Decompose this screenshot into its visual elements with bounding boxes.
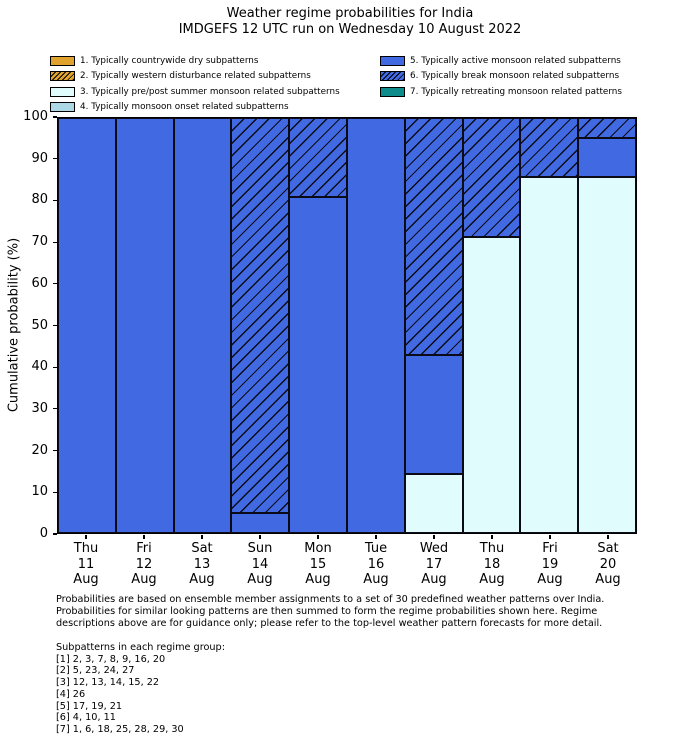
bar-fri-19-aug [520, 118, 578, 533]
legend-swatch-icon [50, 102, 75, 112]
y-tick-label: 100 [23, 109, 48, 124]
legend-column-left [50, 56, 380, 117]
bar-thu-11-aug [58, 118, 116, 533]
y-tick-label: 80 [31, 192, 48, 208]
y-tick-label: 70 [31, 234, 48, 250]
y-tick-label: 10 [31, 484, 48, 500]
legend-column-right [380, 56, 700, 117]
y-tick-label: 90 [31, 150, 48, 166]
x-tick-mark [143, 535, 144, 539]
legend [50, 56, 700, 117]
legend-swatch-icon [380, 56, 405, 66]
bar-segment-regime-6 [520, 118, 578, 177]
subpattern-group: [6] 4, 10, 11 [56, 712, 116, 724]
bar-segment-regime-6 [578, 118, 636, 138]
x-tick-label: Fri 12 Aug [131, 541, 157, 587]
bar-segment-regime-6 [231, 118, 289, 513]
x-tick-mark [259, 535, 260, 539]
bar-segment-regime-5 [174, 118, 232, 533]
subpatterns-header: Subpatterns in each regime group: [56, 642, 225, 653]
subpattern-group: [7] 1, 6, 18, 25, 28, 29, 30 [56, 723, 184, 735]
x-axis [57, 535, 637, 591]
bar-segment-regime-5 [405, 355, 463, 474]
bar-tue-16-aug [347, 118, 405, 533]
bar-mon-15-aug [289, 118, 347, 533]
legend-label: 5. Typically active monsoon related subpatterns [410, 56, 621, 66]
legend-item-regime-3 [50, 87, 380, 97]
y-tick-label: 40 [31, 359, 48, 375]
legend-swatch-icon [380, 87, 405, 97]
footer-line: Probabilities for similar looking patterns are then summed to form the regime probabilities shown here. Regime [56, 606, 598, 618]
y-tick-label: 50 [31, 317, 48, 333]
plot-area [57, 117, 637, 534]
x-tick-mark [201, 535, 202, 539]
x-tick-label: Sat 13 Aug [189, 541, 215, 587]
x-tick-label: Thu 18 Aug [479, 541, 505, 587]
legend-item-regime-4 [50, 102, 380, 112]
bar-sat-20-aug [578, 118, 636, 533]
subpattern-group: [4] 26 [56, 688, 86, 700]
legend-swatch-icon [50, 56, 75, 66]
y-tick-label: 30 [31, 400, 48, 416]
y-tick-label: 60 [31, 275, 48, 291]
chart-subtitle: IMDGEFS 12 UTC run on Wednesday 10 August 2022 [178, 22, 522, 37]
bar-segment-regime-6 [289, 118, 347, 197]
footer-line: Probabilities are based on ensemble member assignments to a set of 30 predefined weather patterns over India. [56, 594, 605, 605]
subpattern-group: [2] 5, 23, 24, 27 [56, 665, 135, 677]
bar-thu-18-aug [463, 118, 521, 533]
legend-swatch-icon [50, 87, 75, 97]
bar-segment-regime-3 [405, 474, 463, 533]
legend-item-regime-1 [50, 56, 380, 66]
x-tick-label: Sun 14 Aug [247, 541, 273, 587]
bar-segment-regime-5 [58, 118, 116, 533]
y-tick-label: 20 [31, 442, 48, 458]
x-tick-label: Wed 17 Aug [419, 541, 449, 587]
subpatterns-list [56, 642, 225, 736]
legend-label: 7. Typically retreating monsoon related patterns [410, 86, 622, 97]
y-tick-label: 0 [39, 526, 48, 541]
bar-segment-regime-3 [520, 177, 578, 533]
legend-item-regime-6 [380, 71, 700, 81]
legend-label: 4. Typically monsoon onset related subpatterns [80, 101, 289, 112]
legend-item-regime-7 [380, 87, 700, 97]
x-tick-mark [607, 535, 608, 539]
x-tick-mark [433, 535, 434, 539]
x-tick-mark [85, 535, 86, 539]
legend-swatch-icon [380, 71, 405, 81]
legend-label: 3. Typically pre/post summer monsoon related subpatterns [80, 86, 340, 97]
bar-segment-regime-3 [578, 177, 636, 533]
y-axis [0, 109, 57, 541]
x-tick-mark [375, 535, 376, 539]
bar-segment-regime-5 [289, 197, 347, 533]
subpattern-group: [5] 17, 19, 21 [56, 700, 123, 712]
bar-segment-regime-3 [463, 237, 521, 533]
legend-item-regime-2 [50, 71, 380, 81]
bar-segment-regime-5 [578, 138, 636, 177]
x-tick-label: Fri 19 Aug [537, 541, 563, 587]
footer-note [56, 594, 604, 631]
x-tick-label: Mon 15 Aug [304, 541, 332, 587]
x-tick-mark [549, 535, 550, 539]
legend-label: 2. Typically western disturbance related subpatterns [80, 71, 311, 82]
chart-title: Weather regime probabilities for India [226, 6, 474, 21]
y-axis-label: Cumulative probability (%) [6, 237, 22, 413]
x-tick-label: Sat 20 Aug [595, 541, 621, 587]
bar-segment-regime-6 [405, 118, 463, 355]
bar-segment-regime-5 [347, 118, 405, 533]
x-tick-label: Tue 16 Aug [363, 541, 389, 587]
bar-sun-14-aug [231, 118, 289, 533]
x-tick-mark [491, 535, 492, 539]
legend-label: 1. Typically countrywide dry subpatterns [80, 56, 259, 66]
legend-label: 6. Typically break monsoon related subpatterns [410, 71, 620, 82]
legend-item-regime-5 [380, 56, 700, 66]
x-tick-mark [317, 535, 318, 539]
bar-segment-regime-6 [463, 118, 521, 237]
bar-segment-regime-5 [231, 513, 289, 533]
bar-segment-regime-5 [116, 118, 174, 533]
bar-sat-13-aug [174, 118, 232, 533]
legend-swatch-icon [50, 71, 75, 81]
bar-fri-12-aug [116, 118, 174, 533]
bar-wed-17-aug [405, 118, 463, 533]
subpattern-group: [1] 2, 3, 7, 8, 9, 16, 20 [56, 653, 166, 665]
x-tick-label: Thu 11 Aug [73, 541, 99, 587]
subpattern-group: [3] 12, 13, 14, 15, 22 [56, 677, 160, 689]
footer-line: descriptions above are for guidance only; please refer to the top-level weather pattern forecasts for more detail. [56, 618, 603, 630]
